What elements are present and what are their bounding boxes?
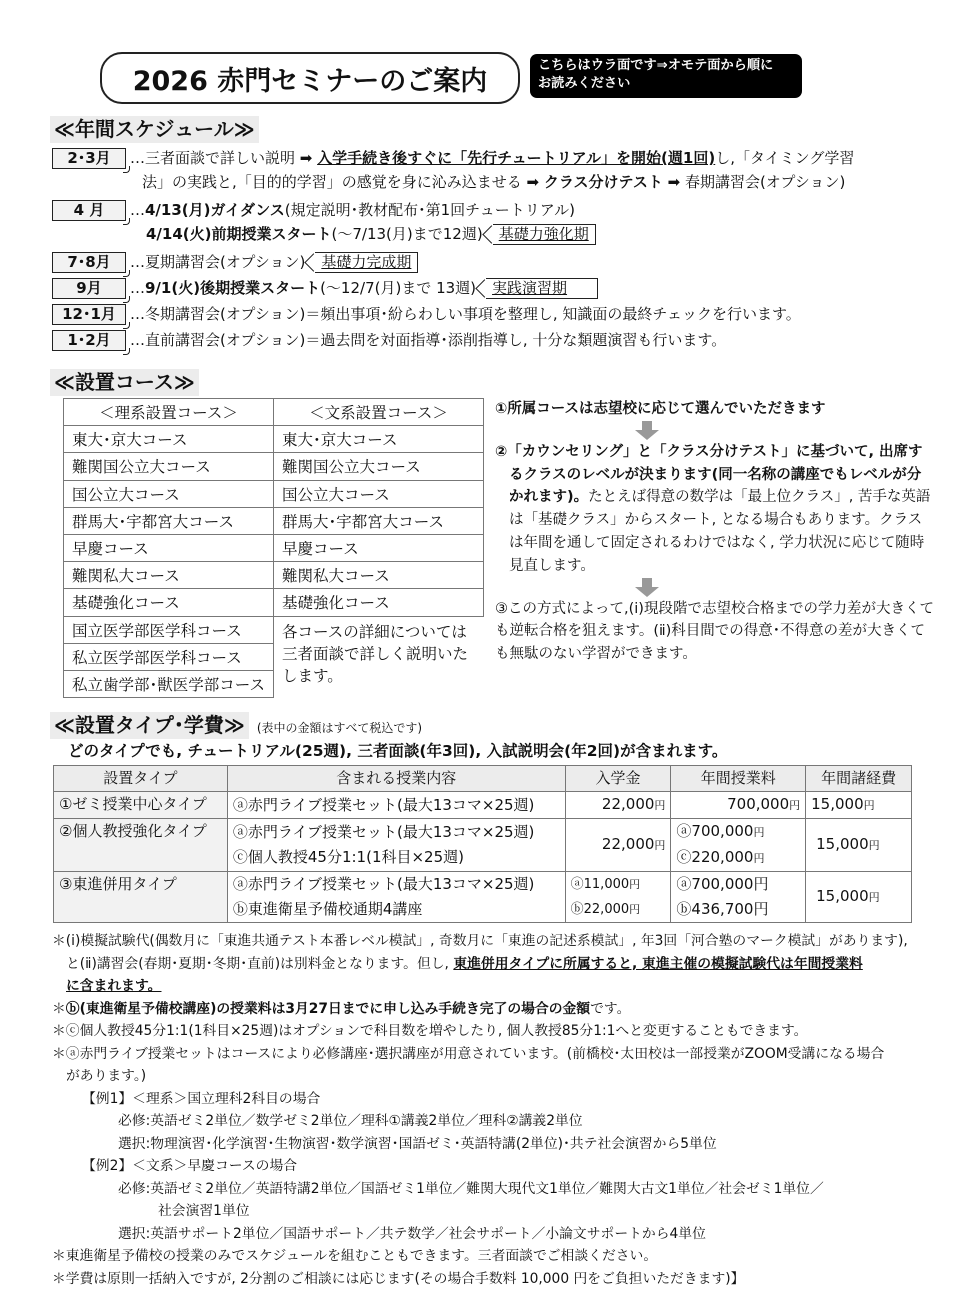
schedule-text: (規定説明･教材配布･第1回チュートリアル) [285,201,575,219]
column-header: 設置タイプ [54,766,228,792]
fee-notes [52,930,942,1290]
humanities-course: 早慶コース [273,534,483,561]
science-course: 私立医学部医学科コース [64,643,274,670]
schedule-highlight: 入学手続き後すぐに「先行チュートリアル」を開始(週1回) [317,149,715,167]
flow-step-3: ③この方式によって,(ⅰ)現段階で志望校合格までの学力差が大きくても逆転合格を狙えます。(ⅱ)科目間での得意･不得意の差が大きくても無駄のない学習ができます。 [495,598,935,666]
humanities-course: 基礎強化コース [273,589,483,616]
science-course: 基礎強化コース [64,589,274,616]
column-header: ＜理系設置コース＞ [64,399,274,426]
course-table [63,398,484,698]
table-row [64,480,484,507]
notice-line-2: お読みください [538,75,794,93]
entry-fee-cell: 22,000円 [565,819,671,872]
note-line: に含まれます。 [52,975,942,998]
courses-heading: ≪設置コース≫ [50,369,199,396]
type-cell: ③東進併用タイプ [54,872,228,923]
schedule-text: し,「タイミング学習 [715,149,854,167]
content-cell: ⓐ赤門ライブ授業セット(最大13コマ×25週) [227,792,565,819]
table-row [64,562,484,589]
fee-table-header [54,766,912,792]
science-course: 難関国公立大コース [64,453,274,480]
example-line: 社会演習1単位 [52,1200,942,1223]
phase-tag: 実践演習期 [486,278,598,299]
schedule-text: … [130,201,145,219]
fees-heading: ≪設置タイプ･学費≫ [50,712,249,739]
class-placement-flow [495,398,935,666]
table-row [64,426,484,453]
table-row [54,819,912,872]
included-services-note: どのタイプでも, チュートリアル(25週), 三者面談(年3回), 入試説明会(年2回)が含まれます。 [68,740,727,762]
course-table-header [64,399,484,426]
table-row [64,507,484,534]
tax-note: (表中の金額はすべて税込です) [257,717,422,739]
flow-step-2: ②「カウンセリング」と「クラス分けテスト」に基づいて, 出席するクラスのレベルが決まります(同一名称の講座でもレベルが分かれます)。たとえば得意の数学は「最上位クラス」, 苦手な英語は「基礎クラス」からスタート, となる場合もあります。クラスは年間を通して固定されるわけではなく, 学力状況に応じて随時見直します。 [495,441,935,578]
schedule-highlight: 4/13(月)ガイダンス [145,201,285,219]
schedule-row-apr [52,198,596,246]
tuition-cell: 700,000円 [671,792,806,819]
science-course: 難関私大コース [64,562,274,589]
example-line: 必修:英語ゼミ2単位／数学ゼミ2単位／理科①講義2単位／理科②講義2単位 [52,1110,942,1133]
month-tab: 12･1月 [52,304,126,325]
month-tab: 7･8月 [52,252,126,273]
humanities-course: 国公立大コース [273,480,483,507]
note-line: ＊ⓑ(東進衛星予備校講座)の授業料は3月27日までに申し込み手続き完了の場合の金額です。 [52,998,942,1021]
note-line: と(ⅱ)講習会(春期･夏期･冬期･直前)は別料金となります。但し, 東進併用タイプに所属すると, 東進主催の模擬試験代は年間授業料 [52,953,942,976]
schedule-highlight: クラス分けテスト [544,173,663,191]
schedule-text: …冬期講習会(オプション)＝頻出事項･紛らわしい事項を整理し, 知識面の最終チェックを行います。 [126,302,801,326]
type-cell: ①ゼミ授業中心タイプ [54,792,228,819]
table-row [54,792,912,819]
column-header: 年間授業料 [671,766,806,792]
science-course: 群馬大･宇都宮大コース [64,507,274,534]
content-cell: ⓐ赤門ライブ授業セット(最大13コマ×25週) ⓑ東進衛星予備校通期4講座 [227,872,565,923]
schedule-text: 法」の実践と,「目的的学習」の感覚を身に沁み込ませる ➡ [142,173,544,191]
example-line: 必修:英語ゼミ2単位／英語特講2単位／国語ゼミ1単位／難関大現代文1単位／難関大古文1単位／社会ゼミ1単位／ [52,1178,942,1201]
column-header: 年間諸経費 [806,766,912,792]
misc-fee-cell: 15,000円 [806,819,912,872]
month-tab: 1･2月 [52,330,126,351]
schedule-text: ➡ 春期講習会(オプション) [663,173,845,191]
schedule-heading: ≪年間スケジュール≫ [50,116,259,143]
schedule-highlight: 9/1(火)後期授業スタート [145,279,320,297]
example-title: 【例1】＜理系＞国立理科2科目の場合 [52,1088,942,1111]
note-line: ＊(ⅰ)模擬試験代(偶数月に「東進共通テスト本番レベル模試」, 奇数月に「東進の記述系模試」, 年3回「河合塾のマーク模試」があります), [52,930,942,953]
science-course: 国立医学部医学科コース [64,616,274,643]
schedule-row-sep [52,276,598,300]
column-header: 含まれる授業内容 [227,766,565,792]
schedule-row-jan-feb [52,328,726,352]
misc-fee-cell: 15,000円 [806,792,912,819]
table-row [64,453,484,480]
month-tab: 9月 [52,278,126,299]
note-line: ＊ⓐ赤門ライブ授業セットはコースにより必修講座･選択講座が用意されています。(前橋校･太田校は一部授業がZOOM受講になる場合 [52,1043,942,1066]
flow-step-1: ①所属コースは志望校に応じて選んでいただきます [495,398,935,421]
table-row [64,534,484,561]
month-tab: 4 月 [52,200,126,221]
schedule-text: …夏期講習会(オプション) [130,253,305,271]
schedule-row-jul-aug [52,250,418,274]
notice-badge [530,54,802,98]
page-title: 2026 赤門セミナーのご案内 [100,52,520,104]
schedule-text: … [130,279,145,297]
tuition-cell: ⓐ700,000円 ⓒ220,000円 [671,819,806,872]
table-row [54,872,912,923]
science-course: 国公立大コース [64,480,274,507]
science-course: 東大･京大コース [64,426,274,453]
entry-fee-cell: ⓐ11,000円 ⓑ22,000円 [565,872,671,923]
phase-tag: 基礎力強化期 [493,224,596,245]
schedule-text: (～12/7(月)まで 13週) [320,279,476,297]
example-line: 選択:物理演習･化学演習･生物演習･数学演習･国語ゼミ･英語特講(2単位)･共テ社会演習から5単位 [52,1133,942,1156]
course-detail-note: 各コースの詳細については三者面談で詳しく説明いたします。 [273,616,483,698]
note-line: があります。) [52,1065,942,1088]
note-line: ＊ⓒ個人教授45分1:1(1科目×25週)はオプションで科目数を増やしたり, 個人教授85分1:1へと変更することもできます。 [52,1020,942,1043]
humanities-course: 群馬大･宇都宮大コース [273,507,483,534]
fee-table [53,765,912,923]
schedule-row-dec-jan [52,302,801,326]
note-line: ＊学費は原則一括納入ですが, 2分割のご相談には応じます(その場合手数料 10,000 円をご負担いただきます)】 [52,1268,942,1290]
schedule-highlight: 4/14(火)前期授業スタート [146,225,332,243]
science-course: 私立歯学部･獣医学部コース [64,670,274,697]
note-line: ＊東進衛星予備校の授業のみでスケジュールを組むこともできます。三者面談でご相談ください。 [52,1245,942,1268]
phase-tag: 基礎力完成期 [315,252,418,273]
humanities-course: 難関国公立大コース [273,453,483,480]
arrow-down-icon [635,421,659,441]
misc-fee-cell: 15,000円 [806,872,912,923]
content-cell: ⓐ赤門ライブ授業セット(最大13コマ×25週) ⓒ個人教授45分1:1(1科目×25週) [227,819,565,872]
table-row [64,616,484,643]
type-cell: ②個人教授強化タイプ [54,819,228,872]
entry-fee-cell: 22,000円 [565,792,671,819]
notice-line-1: こちらはウラ面です⇒オモテ面から順に [538,57,794,75]
example-line: 選択:英語サポート2単位／国語サポート／共テ数学／社会サポート／小論文サポートから4単位 [52,1223,942,1246]
schedule-text: (～7/13(月)まで12週) [332,225,483,243]
humanities-course: 難関私大コース [273,562,483,589]
science-course: 早慶コース [64,534,274,561]
table-row [64,589,484,616]
tuition-cell: ⓐ700,000円 ⓑ436,700円 [671,872,806,923]
arrow-down-icon [635,578,659,598]
example-title: 【例2】＜文系＞早慶コースの場合 [52,1155,942,1178]
column-header: 入学金 [565,766,671,792]
month-tab: 2･3月 [52,148,126,169]
schedule-text: …三者面談で詳しい説明 ➡ [130,149,317,167]
schedule-text: …直前講習会(オプション)＝過去問を対面指導･添削指導し, 十分な類題演習も行います。 [126,328,726,352]
column-header: ＜文系設置コース＞ [273,399,483,426]
humanities-course: 東大･京大コース [273,426,483,453]
schedule-row-feb-mar [52,146,854,194]
